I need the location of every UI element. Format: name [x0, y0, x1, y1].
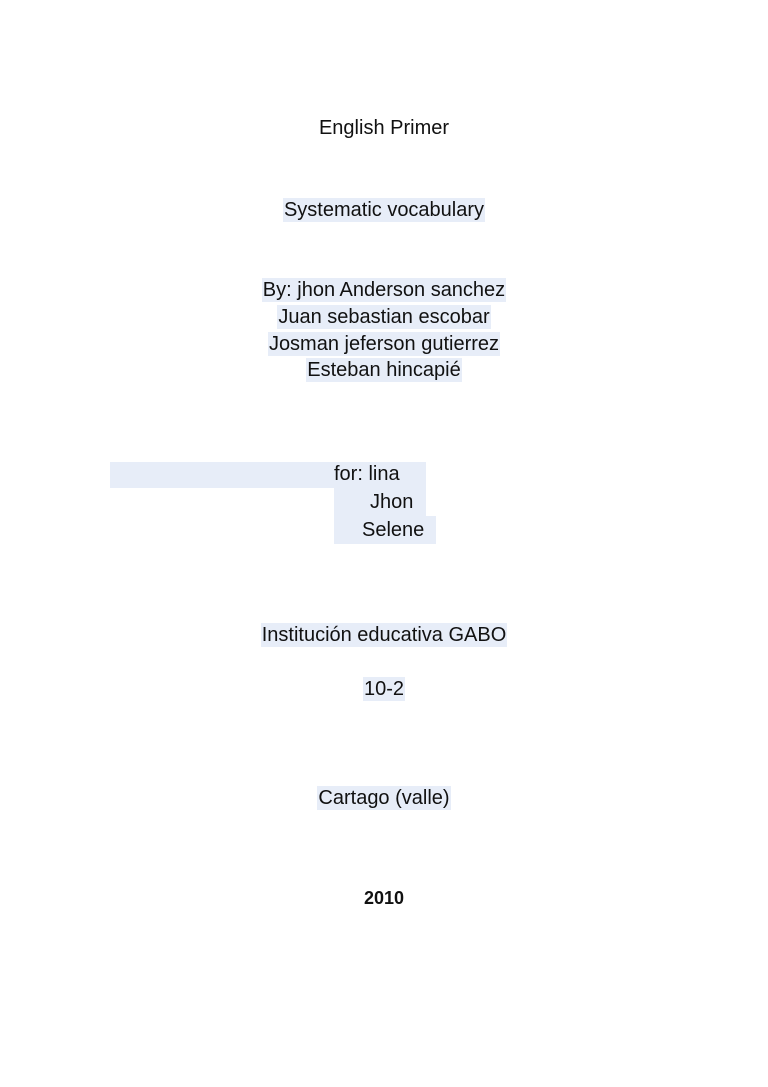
- grade-line: [0, 677, 768, 701]
- for-text: Selene: [362, 519, 425, 541]
- grade-text: 10-2: [363, 678, 405, 700]
- author-text: Josman jeferson gutierrez: [268, 333, 500, 355]
- author-line: [0, 332, 768, 356]
- author-text: Esteban hincapié: [307, 359, 461, 381]
- institution-line: [0, 623, 768, 647]
- institution-text: Institución educativa GABO: [261, 624, 507, 646]
- year-text: 2010: [363, 888, 405, 908]
- document-title: [0, 116, 768, 140]
- author-line: [0, 358, 768, 382]
- subtitle-text: Systematic vocabulary: [283, 199, 485, 221]
- for-line: [370, 490, 413, 514]
- for-line: [362, 518, 424, 542]
- author-text: Juan sebastian escobar: [278, 306, 490, 328]
- author-line: [0, 278, 768, 302]
- author-text: By: jhon Anderson sanchez: [262, 279, 506, 301]
- city-text: Cartago (valle): [318, 787, 450, 809]
- for-text: for: lina: [334, 463, 400, 485]
- for-line: [334, 462, 400, 486]
- author-line: [0, 305, 768, 329]
- for-text: Jhon: [370, 491, 414, 513]
- title-text: English Primer: [318, 117, 450, 139]
- document-subtitle: [0, 198, 768, 222]
- city-line: [0, 786, 768, 810]
- year-line: [0, 886, 768, 910]
